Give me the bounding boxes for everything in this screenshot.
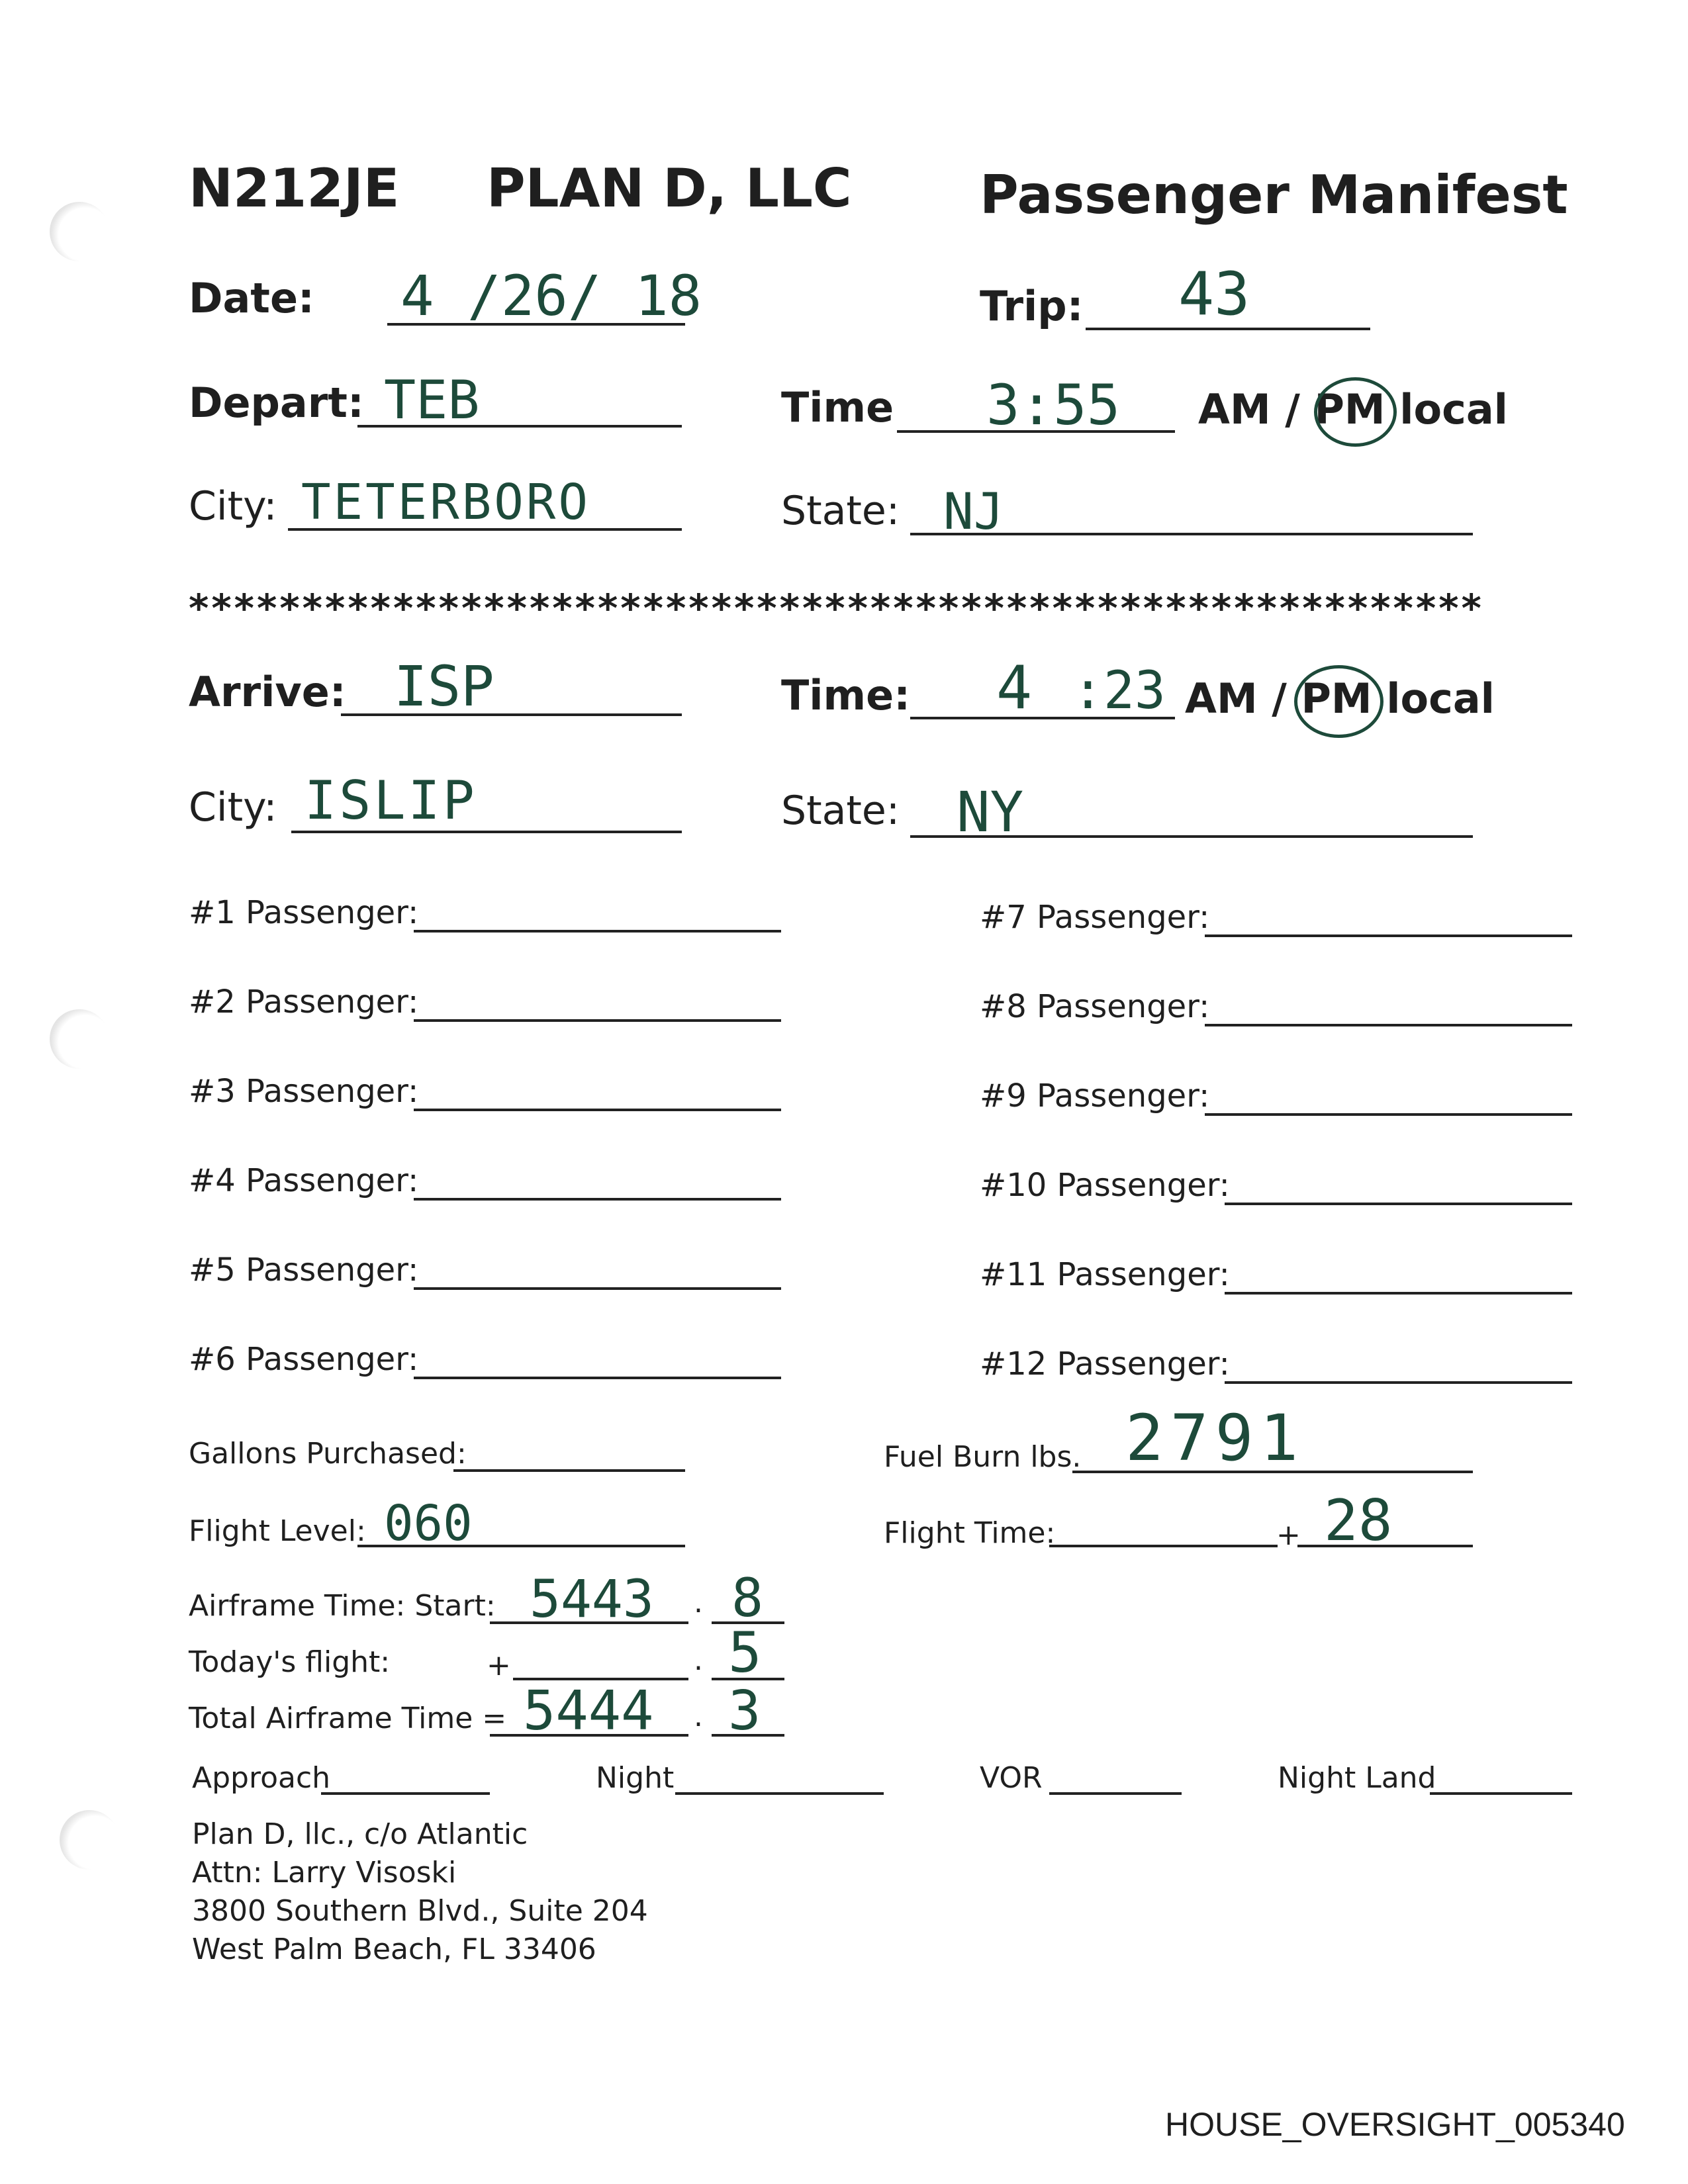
total-airframe-dot: . xyxy=(694,1700,703,1733)
address-line-4: West Palm Beach, FL 33406 xyxy=(192,1933,596,1966)
passenger-line-2[interactable] xyxy=(414,1019,781,1022)
depart-city-value[interactable]: TETERBORO xyxy=(301,474,590,531)
date-value[interactable]: 4 /26/ 18 xyxy=(400,263,702,328)
arrive-time-minutes[interactable]: :23 xyxy=(1072,661,1166,721)
fuel-burn-value[interactable]: 2791 xyxy=(1125,1401,1305,1475)
passenger-line-12[interactable] xyxy=(1225,1381,1572,1384)
passenger-line-8[interactable] xyxy=(1205,1024,1572,1026)
arrive-city-value[interactable]: ISLIP xyxy=(305,770,477,831)
passenger-label-10: #10 Passenger: xyxy=(980,1167,1230,1204)
flight-level-label: Flight Level: xyxy=(189,1514,366,1548)
address-line-2: Attn: Larry Visoski xyxy=(192,1856,457,1889)
arrive-time-hour[interactable]: 4 xyxy=(996,653,1033,723)
flight-time-line-1[interactable] xyxy=(1049,1545,1278,1547)
passenger-label-4: #4 Passenger: xyxy=(189,1162,419,1199)
arrive-label: Arrive: xyxy=(189,668,346,716)
total-airframe-whole[interactable]: 5444 xyxy=(523,1680,654,1743)
passenger-line-6[interactable] xyxy=(414,1377,781,1379)
passenger-label-3: #3 Passenger: xyxy=(189,1073,419,1110)
hole-punch-top xyxy=(50,202,109,261)
date-label: Date: xyxy=(189,274,314,322)
todays-flight-dot: . xyxy=(694,1643,703,1677)
depart-label: Depart: xyxy=(189,379,364,427)
flight-time-value[interactable]: 28 xyxy=(1324,1488,1393,1554)
night-land-label: Night Land xyxy=(1278,1761,1436,1795)
passenger-line-11[interactable] xyxy=(1225,1292,1572,1295)
total-airframe-label: Total Airframe Time = xyxy=(189,1702,507,1735)
page-title: Passenger Manifest xyxy=(980,164,1568,226)
passenger-label-8: #8 Passenger: xyxy=(980,988,1210,1025)
arrive-value[interactable]: ISP xyxy=(394,654,494,719)
passenger-line-1[interactable] xyxy=(414,930,781,933)
passenger-label-1: #1 Passenger: xyxy=(189,894,419,931)
vor-label: VOR xyxy=(980,1761,1043,1795)
arrive-time-label: Time: xyxy=(781,671,910,719)
airframe-start-dot: . xyxy=(694,1586,703,1619)
todays-flight-plus: + xyxy=(487,1649,511,1682)
passenger-label-7: #7 Passenger: xyxy=(980,899,1210,936)
depart-state-label: State: xyxy=(781,488,900,534)
passenger-line-3[interactable] xyxy=(414,1109,781,1111)
hole-punch-middle xyxy=(50,1009,109,1069)
document-id: HOUSE_OVERSIGHT_005340 xyxy=(1165,2106,1625,2143)
passenger-label-11: #11 Passenger: xyxy=(980,1256,1230,1293)
vor-line[interactable] xyxy=(1049,1792,1182,1795)
passenger-label-5: #5 Passenger: xyxy=(189,1251,419,1289)
todays-flight-label: Today's flight: xyxy=(189,1645,391,1679)
passenger-line-9[interactable] xyxy=(1205,1113,1572,1116)
section-separator: ********************************************************* xyxy=(189,586,1484,631)
gallons-line[interactable] xyxy=(453,1469,685,1472)
hole-punch-bottom xyxy=(60,1810,119,1870)
approach-label: Approach xyxy=(192,1761,331,1795)
arrive-city-label: City: xyxy=(189,784,277,831)
passenger-label-12: #12 Passenger: xyxy=(980,1345,1230,1383)
trip-value[interactable]: 43 xyxy=(1178,259,1250,329)
depart-time-label: Time xyxy=(781,383,894,432)
passenger-label-6: #6 Passenger: xyxy=(189,1341,419,1378)
company-name: PLAN D, LLC xyxy=(487,158,852,219)
depart-time-value[interactable]: 3:55 xyxy=(986,373,1121,437)
arrive-ampm-label: AM / PM local xyxy=(1185,674,1495,723)
depart-ampm-label: AM / PM local xyxy=(1198,385,1508,433)
night-line[interactable] xyxy=(675,1792,884,1795)
depart-state-value[interactable]: NJ xyxy=(943,482,1004,541)
approach-line[interactable] xyxy=(321,1792,490,1795)
night-label: Night xyxy=(596,1761,675,1795)
depart-pm-circle[interactable] xyxy=(1314,377,1397,447)
passenger-line-4[interactable] xyxy=(414,1198,781,1201)
address-line-1: Plan D, llc., c/o Atlantic xyxy=(192,1817,528,1851)
flight-time-label: Flight Time: xyxy=(884,1516,1056,1550)
passenger-line-10[interactable] xyxy=(1225,1203,1572,1205)
address-line-3: 3800 Southern Blvd., Suite 204 xyxy=(192,1894,648,1928)
fuel-burn-label: Fuel Burn lbs. xyxy=(884,1440,1082,1474)
passenger-line-7[interactable] xyxy=(1205,934,1572,937)
trip-label: Trip: xyxy=(980,282,1084,330)
gallons-label: Gallons Purchased: xyxy=(189,1437,467,1471)
passenger-label-2: #2 Passenger: xyxy=(189,983,419,1021)
passenger-label-9: #9 Passenger: xyxy=(980,1077,1210,1115)
todays-flight-tenths[interactable]: 5 xyxy=(728,1620,762,1685)
tail-number: N212JE xyxy=(189,158,400,219)
flight-time-plus: + xyxy=(1276,1518,1301,1552)
airframe-start-tenths[interactable]: 8 xyxy=(731,1567,764,1629)
airframe-start-whole[interactable]: 5443 xyxy=(530,1570,654,1629)
airframe-start-label: Airframe Time: Start: xyxy=(189,1589,496,1623)
depart-city-label: City: xyxy=(189,483,277,529)
night-land-line[interactable] xyxy=(1430,1792,1572,1795)
passenger-line-5[interactable] xyxy=(414,1287,781,1290)
arrive-pm-circle[interactable] xyxy=(1294,665,1383,738)
total-airframe-tenths[interactable]: 3 xyxy=(728,1680,761,1743)
flight-level-value[interactable]: 060 xyxy=(384,1495,473,1552)
arrive-state-value[interactable]: NY xyxy=(957,780,1024,844)
depart-value[interactable]: TEB xyxy=(384,369,480,431)
arrive-state-label: State: xyxy=(781,788,900,834)
arrive-line xyxy=(341,713,682,716)
